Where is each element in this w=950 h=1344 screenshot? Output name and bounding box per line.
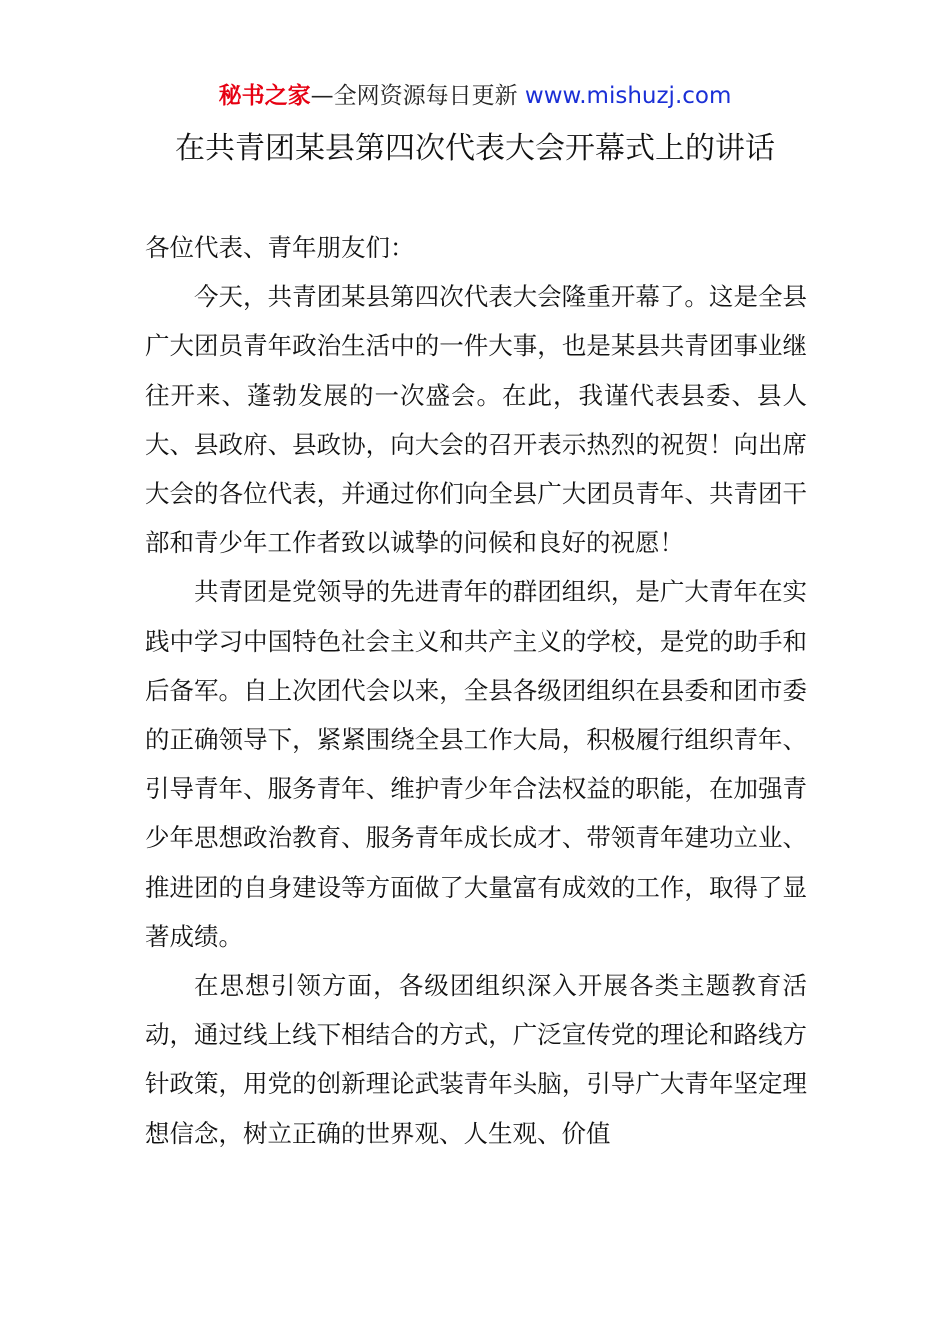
paragraph-2: 共青团是党领导的先进青年的群团组织，是广大青年在实践中学习中国特色社会主义和共产主义的学校，是党的助手和后备军。自上次团代会以来，全县各级团组织在县委和团市委的正确领导下，紧紧围绕全县工作大局，积极履行组织青年、引导青年、服务青年、维护青少年合法权益的职能，在加强青少年思想政治教育、服务青年成长成才、带领青年建功立业、推进团的自身建设等方面做了大量富有成效的工作，取得了显著成绩。 (145, 577, 807, 951)
brand-name: 秘书之家 (218, 83, 311, 109)
site-url-link[interactable]: www.mishuzj.com (524, 83, 732, 109)
document-body (145, 223, 807, 1158)
paragraph-1: 今天，共青团某县第四次代表大会隆重开幕了。这是全县广大团员青年政治生活中的一件大事，也是某县共青团事业继往开来、蓬勃发展的一次盛会。在此，我谨代表县委、县人大、县政府、县政协，向大会的召开表示热烈的祝贺！向出席大会的各位代表，并通过你们向全县广大团员青年、共青团干部和青少年工作者致以诚挚的问候和良好的祝愿！ (145, 282, 807, 558)
greeting: 各位代表、青年朋友们： (145, 233, 415, 262)
site-header (0, 78, 950, 114)
paragraph-3: 在思想引领方面，各级团组织深入开展各类主题教育活动，通过线上线下相结合的方式，广泛宣传党的理论和路线方针政策，用党的创新理论武装青年头脑，引导广大青年坚定理想信念，树立正确的世界观、人生观、价值 (145, 971, 807, 1148)
header-tagline: —全网资源每日更新 (310, 83, 525, 109)
document-title: 在共青团某县第四次代表大会开幕式上的讲话 (175, 131, 775, 166)
